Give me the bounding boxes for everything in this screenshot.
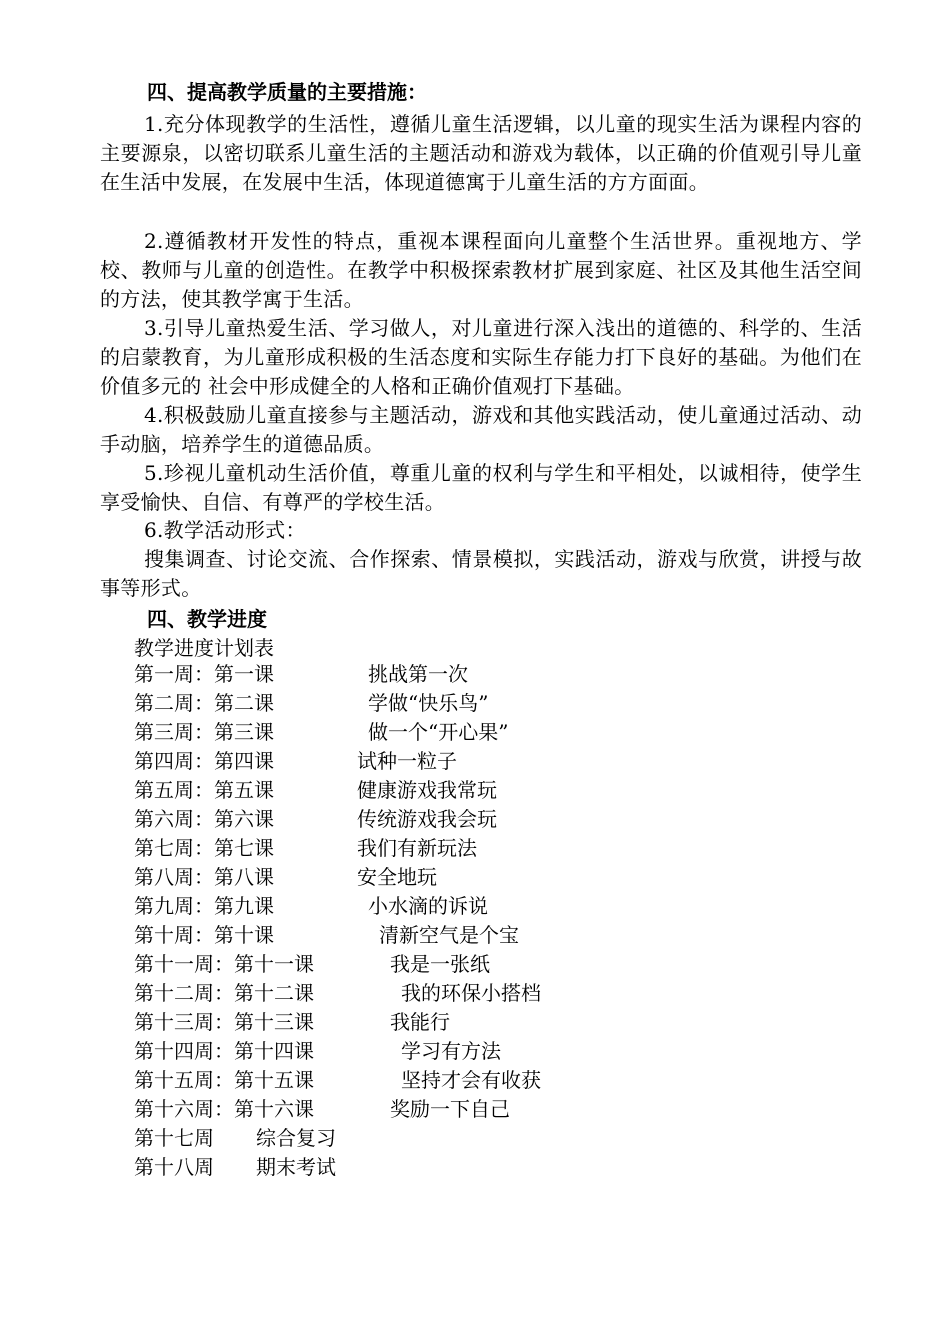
schedule-row	[134, 1151, 834, 1180]
schedule-week: 第十六周：第十六课	[134, 1097, 314, 1121]
schedule-topic: 我的环保小搭档	[401, 981, 541, 1005]
schedule-row	[134, 1035, 834, 1064]
schedule-topic: 学习有方法	[401, 1039, 501, 1063]
schedule-week: 第十八周	[134, 1155, 214, 1179]
schedule-topic: 安全地玩	[357, 865, 437, 889]
schedule-row	[134, 832, 834, 861]
measure-paragraph-2: 2.遵循教材开发性的特点，重视本课程面向儿童整个生活世界。重视地方、学校、教师与儿童的创造性。在教学中积极探索教材扩展到家庭、社区及其他生活空间的方法，使其教学寓于生活。	[100, 229, 862, 311]
schedule-week: 第十三周：第十三课	[134, 1010, 314, 1034]
schedule-row	[134, 1064, 834, 1093]
schedule-row	[134, 745, 834, 774]
schedule-topic: 坚持才会有收获	[401, 1068, 541, 1092]
schedule-week: 第十周：第十课	[134, 923, 274, 947]
schedule-row	[134, 1093, 834, 1122]
schedule-topic: 学做“快乐鸟”	[368, 691, 489, 715]
schedule-topic: 奖励一下自己	[390, 1097, 510, 1121]
schedule-row	[134, 919, 834, 948]
measure-paragraph-6: 6.教学活动形式：	[144, 518, 306, 542]
schedule-row	[134, 1122, 834, 1151]
schedule-row	[134, 861, 834, 890]
schedule-week: 第十二周：第十二课	[134, 981, 314, 1005]
schedule-week: 第六周：第六课	[134, 807, 274, 831]
measure-paragraph-4: 4.积极鼓励儿童直接参与主题活动，游戏和其他实践活动，使儿童通过活动、动手动脑，培养学生的道德品质。	[100, 403, 862, 456]
schedule-topic: 综合复习	[256, 1126, 336, 1150]
schedule-heading: 四、教学进度	[147, 607, 267, 631]
schedule-topic: 我是一张纸	[390, 952, 490, 976]
schedule-week: 第二周：第二课	[134, 691, 274, 715]
schedule-week: 第五周：第五课	[134, 778, 274, 802]
measure-paragraph-3: 3.引导儿童热爱生活、学习做人，对儿童进行深入浅出的道德的、科学的、生活的启蒙教育，为儿童形成积极的生活态度和实际生存能力打下良好的基础。为他们在价值多元的 社会中形成健全的人格和正确价值观打下基础。	[100, 316, 862, 398]
schedule-row	[134, 1006, 834, 1035]
schedule-week: 第一周：第一课	[134, 662, 274, 686]
schedule-row	[134, 774, 834, 803]
schedule-row	[134, 803, 834, 832]
schedule-table-title: 教学进度计划表	[134, 636, 274, 660]
measure-paragraph-5: 5.珍视儿童机动生活价值，尊重儿童的权利与学生和平相处，以诚相待，使学生享受愉快、自信、有尊严的学校生活。	[100, 461, 862, 514]
schedule-week: 第十一周：第十一课	[134, 952, 314, 976]
schedule-topic: 我们有新玩法	[357, 836, 477, 860]
measure-paragraph-7: 搜集调查、讨论交流、合作探索、情景模拟，实践活动，游戏与欣赏，讲授与故事等形式。	[100, 547, 862, 600]
measures-heading: 四、提高教学质量的主要措施：	[147, 80, 427, 104]
schedule-topic: 我能行	[390, 1010, 450, 1034]
schedule-row	[134, 658, 834, 687]
schedule-week: 第三周：第三课	[134, 720, 274, 744]
schedule-topic: 挑战第一次	[368, 662, 468, 686]
schedule-week: 第四周：第四课	[134, 749, 274, 773]
schedule-week: 第八周：第八课	[134, 865, 274, 889]
schedule-row	[134, 948, 834, 977]
schedule-week: 第七周：第七课	[134, 836, 274, 860]
schedule-week: 第九周：第九课	[134, 894, 274, 918]
schedule-row	[134, 977, 834, 1006]
schedule-topic: 清新空气是个宝	[379, 923, 519, 947]
schedule-week: 第十五周：第十五课	[134, 1068, 314, 1092]
schedule-row	[134, 687, 834, 716]
schedule-topic: 做一个“开心果”	[368, 720, 509, 744]
schedule-row	[134, 716, 834, 745]
schedule-row	[134, 890, 834, 919]
schedule-topic: 健康游戏我常玩	[357, 778, 497, 802]
schedule-topic: 期末考试	[256, 1155, 336, 1179]
measure-paragraph-1: 1.充分体现教学的生活性，遵循儿童生活逻辑，以儿童的现实生活为课程内容的主要源泉，以密切联系儿童生活的主题活动和游戏为载体，以正确的价值观引导儿童在生活中发展，在发展中生活，体现道德寓于儿童生活的方方面面。	[100, 112, 862, 194]
schedule-week: 第十四周：第十四课	[134, 1039, 314, 1063]
schedule-topic: 小水滴的诉说	[368, 894, 488, 918]
schedule-topic: 试种一粒子	[357, 749, 457, 773]
schedule-week: 第十七周	[134, 1126, 214, 1150]
schedule-topic: 传统游戏我会玩	[357, 807, 497, 831]
